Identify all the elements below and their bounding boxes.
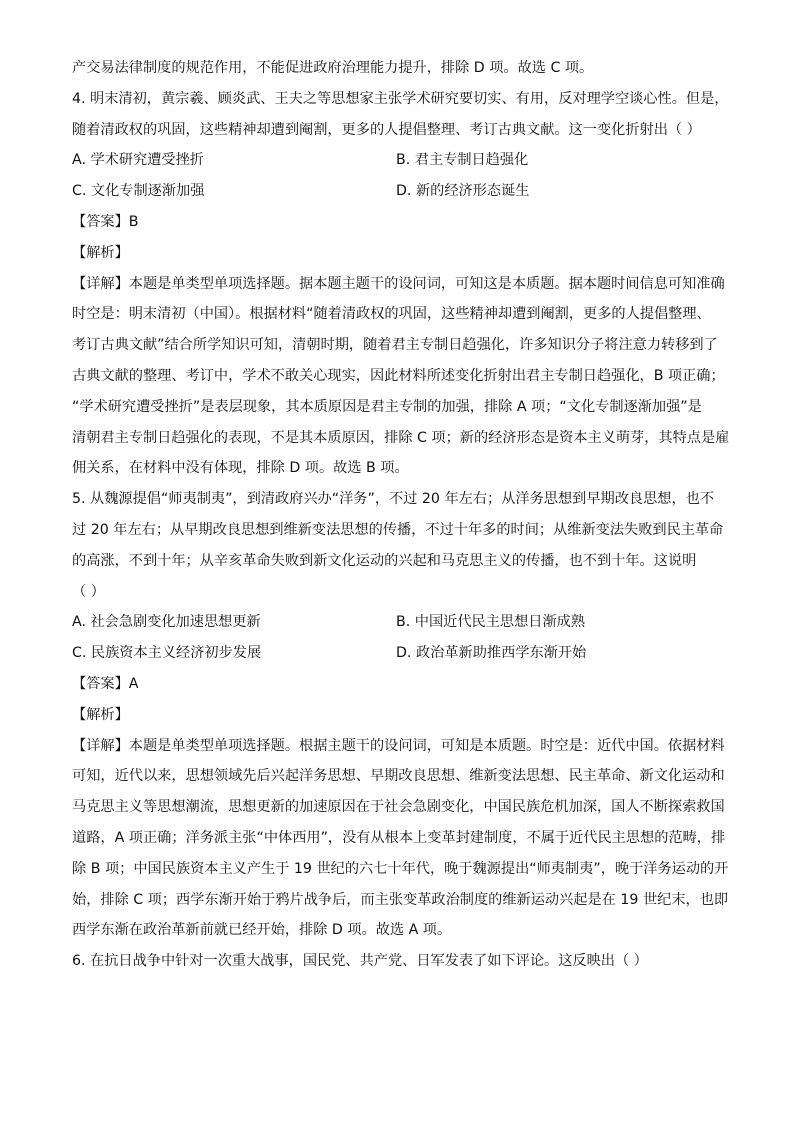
- q5-stem-line-2: 过 20 年左右；从早期改良思想到维新变法思想的传播，不过十年多的时间；从维新变法失败到民主革命: [72, 521, 724, 538]
- q5-stem-line-1: 5. 从魏源提倡“师夷制夷”，到清政府兴办“洋务”，不过 20 年左右；从洋务思想到早期改良思想，也不: [72, 491, 715, 508]
- document-page: [72, 60, 730, 984]
- q5-detail-line-1: 【详解】本题是单类型单项选择题。根据主题干的设问词，可知是本质题。时空是：近代中国。依据材料: [72, 737, 725, 754]
- q4-analysis-label: 【解析】: [72, 244, 129, 261]
- q4-option-a: A. 学术研究遭受挫折: [72, 152, 204, 169]
- q4-option-b: B. 君主专制日趋强化: [396, 152, 529, 169]
- q4-detail-line-3: 考订古典文献”结合所学知识可知，清朝时期，随着君主专制日趋强化，许多知识分子将注意力转移到了: [72, 337, 718, 354]
- q4-detail-line-7: 佣关系，在材料中没有体现，排除 D 项。故选 B 项。: [72, 460, 409, 477]
- q4-detail-line-5: “学术研究遭受挫折”是表层现象，其本质原因是君主专制的加强，排除 A 项；“文化专制逐渐加强”是: [72, 398, 702, 415]
- q4-detail-line-1: 【详解】本题是单类型单项选择题。据本题主题干的设问词，可知这是本质题。据本题时间信息可知准确: [72, 275, 725, 292]
- q4-options-row-1: [72, 152, 722, 183]
- q5-options-row-2: [72, 645, 722, 676]
- q5-answer: 【答案】A: [72, 675, 139, 692]
- q5-options-row-1: [72, 614, 722, 645]
- q5-option-a: A. 社会急剧变化加速思想更新: [72, 614, 261, 631]
- q4-option-d: D. 新的经济形态诞生: [396, 183, 530, 200]
- q5-analysis-label: 【解析】: [72, 706, 129, 723]
- q4-detail-line-4: 古典文献的整理、考订中，学术不敢关心现实，因此材料所述变化折射出君主专制日趋强化，B 项正确；: [72, 367, 725, 384]
- q5-detail-line-2: 可知，近代以来，思想领域先后兴起洋务思想、早期改良思想、维新变法思想、民主革命、新文化运动和: [72, 768, 725, 785]
- q4-answer: 【答案】B: [72, 213, 139, 230]
- q4-stem-line-1: 4. 明末清初，黄宗羲、顾炎武、王夫之等思想家主张学术研究要切实、有用，反对理学空谈心性。但是，: [72, 90, 729, 107]
- q4-detail-line-6: 清朝君主专制日趋强化的表现，不是其本质原因，排除 C 项；新的经济形态是资本主义萌芽，其特点是雇: [72, 429, 730, 446]
- q5-stem-line-3: 的高涨，不到十年；从辛亥革命失败到新文化运动的兴起和马克思主义的传播，也不到十年。这说明: [72, 552, 697, 569]
- q5-stem-line-4: （ ）: [72, 583, 105, 600]
- q3-explanation-tail: 产交易法律制度的规范作用，不能促进政府治理能力提升，排除 D 项。故选 C 项。: [72, 60, 594, 76]
- q4-option-c: C. 文化专制逐渐加强: [72, 183, 205, 200]
- q4-detail-line-2: 时空是：明末清初（中国）。根据材料“随着清政权的巩固，这些精神却遭到阉割，更多的人提倡整理、: [72, 306, 711, 323]
- q5-detail-line-6: 始，排除 C 项；西学东渐开始于鸦片战争后，而主张变革政治制度的维新运动兴起是在 19 世纪末，也即: [72, 891, 729, 908]
- question-4: [72, 90, 730, 491]
- question-6: [72, 953, 722, 984]
- q5-detail-line-7: 西学东渐在政治革新前就已经开始，排除 D 项。故选 A 项。: [72, 922, 452, 939]
- q6-stem: 6. 在抗日战争中针对一次重大战事，国民党、共产党、日军发表了如下评论。这反映出（ ）: [72, 953, 648, 970]
- q5-option-b: B. 中国近代民主思想日渐成熟: [396, 614, 586, 631]
- q5-detail-line-4: 道路，A 项正确；洋务派主张“中体西用”，没有从根本上变革封建制度，不属于近代民主思想的范畴，排: [72, 829, 726, 846]
- q5-option-d: D. 政治革新助推西学东渐开始: [396, 645, 587, 662]
- q5-detail-line-3: 马克思主义等思想潮流，思想更新的加速原因在于社会急剧变化，中国民族危机加深，国人不断探索救国: [72, 799, 725, 816]
- question-5: [72, 491, 729, 953]
- q5-detail-line-5: 除 B 项；中国民族资本主义产生于 19 世纪的六七十年代，晚于魏源提出“师夷制夷”，晚于洋务运动的开: [72, 860, 729, 877]
- q4-options-row-2: [72, 183, 722, 214]
- q5-option-c: C. 民族资本主义经济初步发展: [72, 645, 262, 662]
- q4-stem-line-2: 随着清政权的巩固，这些精神却遭到阉割，更多的人提倡整理、考订古典文献。这一变化折射出（ ）: [72, 121, 701, 138]
